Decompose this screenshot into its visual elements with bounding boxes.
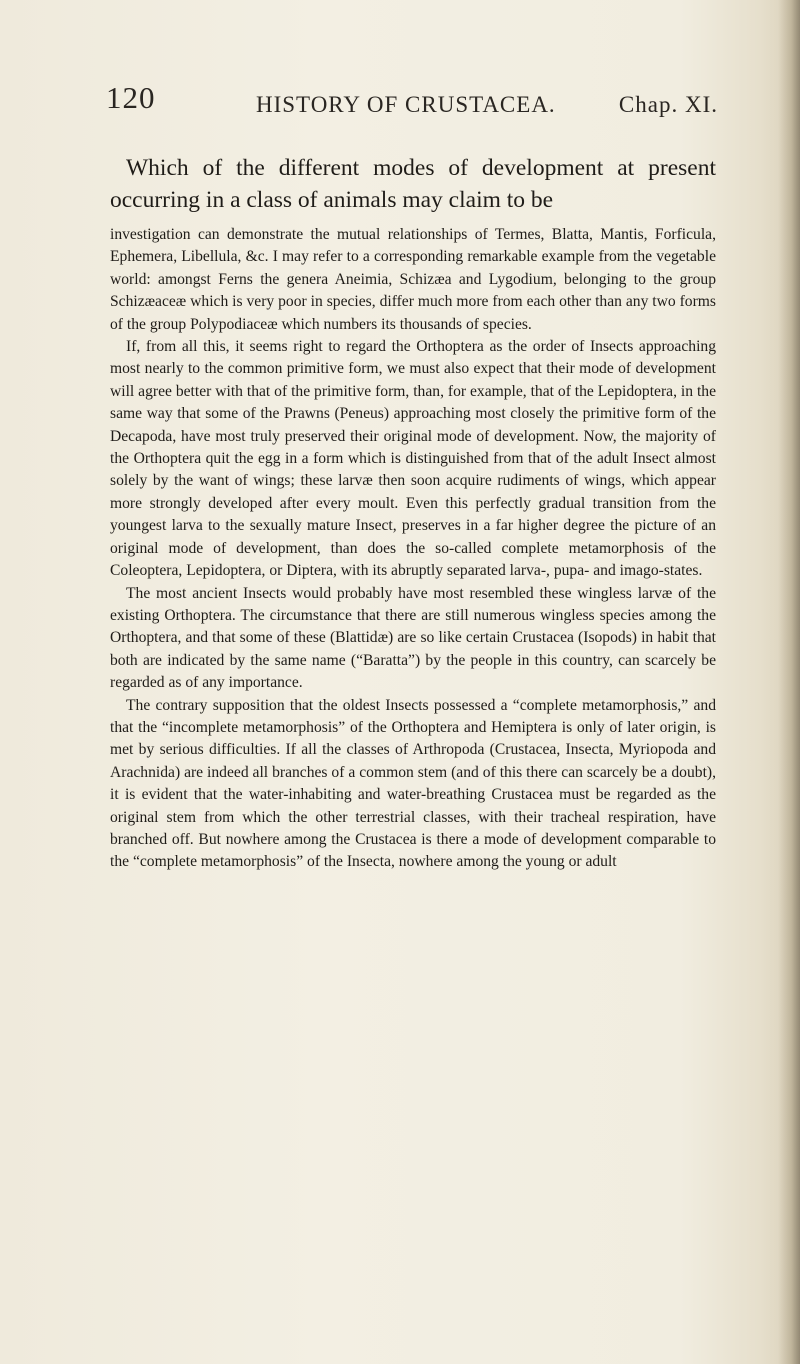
running-title: HISTORY OF CRUSTACEA.: [256, 92, 556, 117]
paragraph-3: The most ancient Insects would probably have most resembled these wingless larvæ of the existing Orthoptera. The circumstance that there are still numerous wingless species among the Orthoptera, and that some of these (Blattidæ) are so like certain Crustacea (Isopods) in habit that both are indicated by the same name (“Baratta”) by the people in this country, can scarcely be regarded as of any importance.: [110, 584, 716, 692]
page-number: 120: [106, 80, 156, 115]
paragraph-1: investigation can demonstrate the mutual relationships of Termes, Blatta, Mantis, Forficula, Ephemera, Libellula, &c. I may refer to a corresponding remarkable example from the vegetable world: amongst Ferns the genera Aneimia, Schizæa and Lygodium, belonging to the group Schizæaceæ which is very poor in species, differ much more from each other than any two forms of the group Polypodiaceæ which numbers its thousands of species.: [110, 226, 716, 333]
paragraph-2: If, from all this, it seems right to regard the Orthoptera as the order of Insects approaching most nearly to the common primitive form, we must also expect that their mode of development will agree better with that of the primitive form, than, for example, that of the Lepidoptera, in the same way that some of the Prawns (Peneus) approaching most closely the primitive form of the Decapoda, have most truly preserved their original mode of development. Now, the majority of the Orthoptera quit the egg in a form which is distinguished from that of the adult Insect almost solely by the want of wings; these larvæ then soon acquire rudiments of wings, which appear more strongly developed after every moult. Even this perfectly gradual transition from the youngest larva to the sexually mature Insect, preserves in a far higher degree the picture of an original mode of development, than does the so-called complete metamorphosis of the Coleoptera, Lepidoptera, or Diptera, with its abruptly separated larva-, pupa- and imago-states.: [110, 338, 716, 580]
paragraph-4: The contrary supposition that the oldest Insects possessed a “complete metamorphosis,” and that the “incomplete metamorphosis” of the Orthoptera and Hemiptera is only of later origin, is met by serious difficulties. If all the classes of Arthropoda (Crustacea, Insecta, Myriopoda and Arachnida) are indeed all branches of a common stem (and of this there can scarcely be a doubt), it is evident that the water-inhabiting and water-breathing Crustacea must be regarded as the original stem from which the other terrestrial classes, with their tracheal respiration, have branched off. But nowhere among the Crustacea is there a mode of development comparable to the “complete metamorphosis” of the Insecta, nowhere among the young or adult: [110, 696, 716, 871]
text-block: [110, 152, 716, 874]
lead-paragraph: Which of the different modes of development at present occurring in a class of animals may claim to be: [110, 155, 716, 213]
binding-shadow: [778, 0, 800, 1364]
running-head: [106, 80, 718, 130]
chapter-label: Chap. XI.: [618, 92, 718, 117]
